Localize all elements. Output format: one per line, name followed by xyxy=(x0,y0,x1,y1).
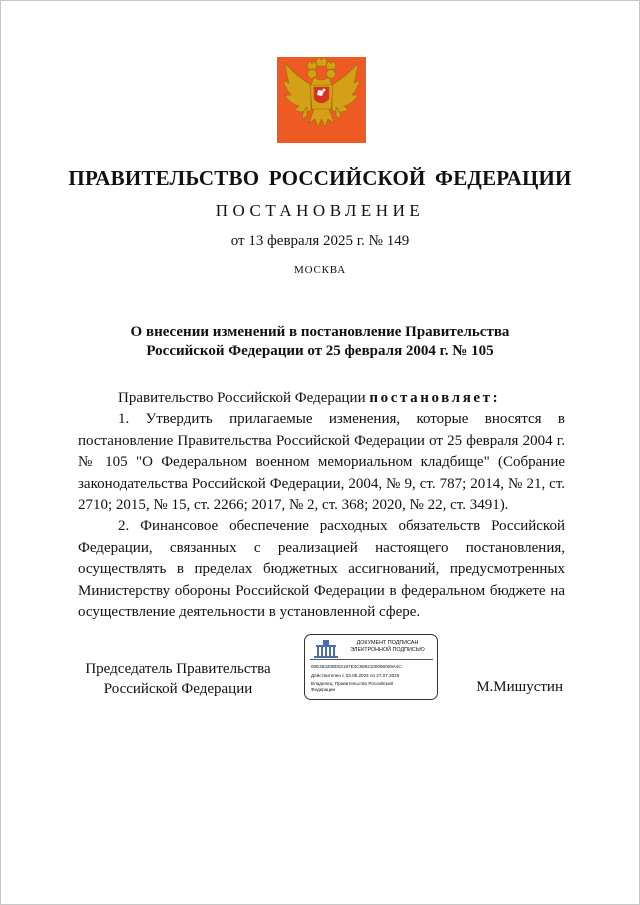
stamp-header-line: ДОКУМЕНТ ПОДПИСАН xyxy=(356,640,419,646)
electronic-signature-stamp xyxy=(304,634,438,700)
stamp-header-line: ЭЛЕКТРОННОЙ ПОДПИСЬЮ xyxy=(350,647,425,653)
signer-name: М.Мишустин xyxy=(476,679,563,695)
body-item-1: 1. Утвердить прилагаемые изменения, которые вносятся в постановление Правительства Российской Федерации от 25 февраля 2004 г. № 105 "О Федеральном военном мемориальном кладбище" (Собрание законодательства Российской Федерации, 2004, № 9, ст. 787; 2014, № 21, ст. 2710; 2015, № 15, ст. 2266; 2017, № 2, ст. 368; 2020, № 22, ст. 3491). xyxy=(78,411,565,514)
coat-of-arms-icon xyxy=(277,57,366,143)
government-title: ПРАВИТЕЛЬСТВО РОССИЙСКОЙ ФЕДЕРАЦИИ xyxy=(68,166,572,190)
intro-resolves: постановляет: xyxy=(369,390,501,406)
signer-position-line: Российской Федерации xyxy=(103,681,253,697)
stamp-owner: Федерации xyxy=(311,687,336,692)
intro-text: Правительство Российской Федерации xyxy=(118,390,366,406)
document-heading xyxy=(61,323,579,361)
document-city: МОСКВА xyxy=(294,264,346,276)
heading-line: Российской Федерации от 25 февраля 2004 г. № 105 xyxy=(146,343,494,359)
stamp-owner: Владелец: Правительство Российской xyxy=(311,681,393,686)
signer-position xyxy=(78,659,278,699)
intro-paragraph xyxy=(78,388,565,409)
document-body xyxy=(78,388,565,623)
document-type: ПОСТАНОВЛЕНИЕ xyxy=(215,201,425,220)
body-item-2: 2. Финансовое обеспечение расходных обязательств Российской Федерации, связанных с реализацией настоящего постановления, осуществлять в пределах бюджетных ассигнований, предусмотренных Министерству обороны Российской Федерации в федеральном бюджете на осуществление деятельности в установленной сфере. xyxy=(78,518,565,621)
stamp-certificate: 00E363208D02197E4C8892100086009A4C xyxy=(311,664,402,669)
stamp-header xyxy=(342,640,433,654)
signer-position-line: Председатель Правительства xyxy=(85,661,271,677)
document-date-number: от 13 февраля 2025 г. № 149 xyxy=(230,233,410,249)
heading-line: О внесении изменений в постановление Правительства xyxy=(130,324,510,340)
government-building-icon xyxy=(310,639,342,661)
stamp-validity: Действителен с 03.05.2024 по 27.07.2025 xyxy=(311,673,400,678)
stamp-divider xyxy=(310,659,433,660)
